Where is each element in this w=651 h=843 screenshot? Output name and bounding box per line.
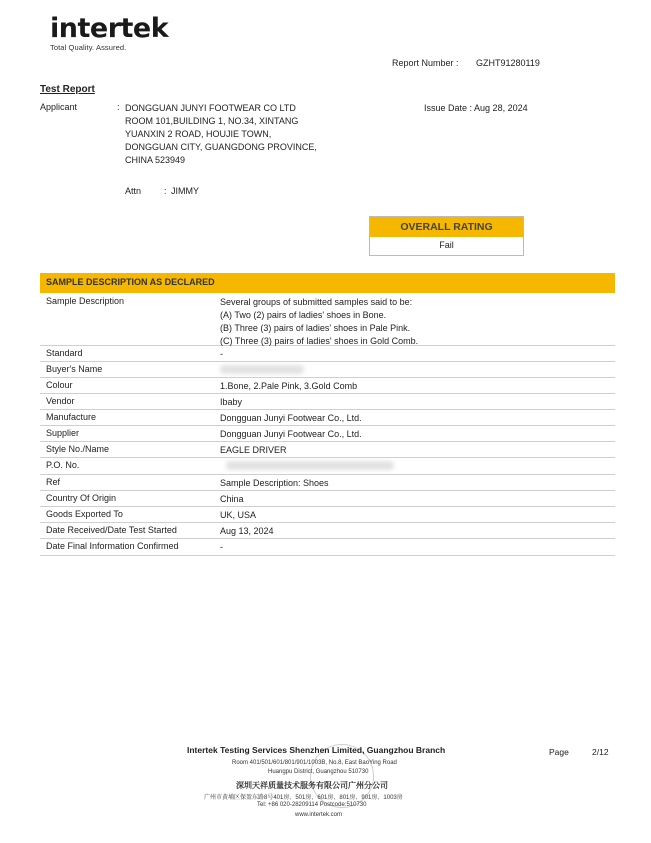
row-label: Style No./Name [46,444,110,454]
row-label: Vendor [46,396,75,406]
report-number-value: GZHT91280119 [476,58,540,68]
applicant-address [125,102,317,167]
issue-date-value: Aug 28, 2024 [474,103,528,113]
description-line: (A) Two (2) pairs of ladies' shoes in Bone. [220,310,387,320]
row-label: Sample Description [46,296,125,306]
row-value: UK, USA [220,510,257,520]
report-number-label: Report Number : [392,58,459,68]
applicant-line: DONGGUAN JUNYI FOOTWEAR CO LTD [125,103,296,113]
footer-phone: Tel: +86 020-28209114 Postcode:510730 [257,802,367,808]
row-value: Ibaby [220,397,243,407]
row-label: Standard [46,348,83,358]
row-value: - [220,349,223,359]
applicant-line: YUANXIN 2 ROAD, HOUJIE TOWN, [125,129,272,139]
test-report-title: Test Report [40,84,95,95]
attn-colon: : [164,186,167,196]
row-value: - [220,542,223,552]
table-row [40,409,615,426]
issue-date-label: Issue Date : [424,103,473,113]
row-label: Country Of Origin [46,493,117,503]
row-value: EAGLE DRIVER [220,445,287,455]
table-row [40,425,615,442]
row-value [220,296,418,348]
footer-website: www.intertek.com [295,812,343,818]
applicant-line: CHINA 523949 [125,155,186,165]
row-label: Ref [46,477,61,487]
applicant-colon: : [117,102,120,112]
table-row [40,377,615,394]
footer-chinese-address: 广州市黄埔区保盈东路8号401房、501房、601房、801房、901房、1003房 [204,795,403,801]
attn-value: JIMMY [171,186,199,196]
table-row [40,506,615,523]
row-label: Manufacture [46,412,97,422]
description-line: (C) Three (3) pairs of ladies' shoes in Gold Comb. [220,336,419,346]
row-value: Aug 13, 2024 [220,526,274,536]
overall-rating-box [369,216,524,256]
redacted-value [220,365,304,374]
footer-company: Intertek Testing Services Shenzhen Limited, Guangzhou Branch [187,745,446,755]
description-line: Several groups of submitted samples said to be: [220,297,413,307]
row-value: Sample Description: Shoes [220,478,329,488]
page-number: 2/12 [592,747,609,757]
applicant-label: Applicant [40,102,78,112]
sample-section-title: SAMPLE DESCRIPTION AS DECLARED [46,277,215,287]
footer-address-line: Huangpu District, Guangzhou 510730 [268,769,369,775]
footer-address-line: Room 401/501/601/801/901/1003B, No.8, East BaoYing Road [232,760,397,766]
table-row [40,490,615,507]
logo-wordmark: intertek [50,13,169,44]
row-value: 1.Bone, 2.Pale Pink, 3.Gold Comb [220,381,358,391]
table-row [40,293,615,346]
table-row [40,457,615,475]
row-value: Dongguan Junyi Footwear Co., Ltd. [220,413,362,423]
row-label: Goods Exported To [46,509,123,519]
row-label: Colour [46,380,73,390]
table-row [40,441,615,458]
report-number [392,58,540,68]
overall-rating-title: OVERALL RATING [370,217,523,237]
issue-date [424,103,528,113]
table-row [40,538,615,556]
table-row [40,474,615,491]
overall-rating-value: Fail [439,240,454,250]
applicant-line: ROOM 101,BUILDING 1, NO.34, XINTANG [125,116,299,126]
applicant-line: DONGGUAN CITY, GUANGDONG PROVINCE, [125,142,317,152]
table-row [40,522,615,539]
row-label: Date Received/Date Test Started [46,525,177,535]
logo-tagline: Total Quality. Assured. [50,43,127,52]
table-row [40,345,615,362]
footer-chinese-name: 深圳天祥质量技术服务有限公司广州分公司 [236,781,388,790]
table-row [40,393,615,410]
page-label: Page [549,747,569,757]
row-label: Supplier [46,428,80,438]
table-row [40,361,615,378]
attn-label: Attn [125,186,142,196]
redacted-value [226,461,394,470]
description-line: (B) Three (3) pairs of ladies' shoes in Pale Pink. [220,323,411,333]
row-label: Buyer's Name [46,364,103,374]
row-value: Dongguan Junyi Footwear Co., Ltd. [220,429,362,439]
row-label: Date Final Information Confirmed [46,541,179,551]
row-value: China [220,494,244,504]
intertek-logo [50,14,168,52]
sample-section-header [40,273,615,293]
row-label: P.O. No. [46,460,80,470]
